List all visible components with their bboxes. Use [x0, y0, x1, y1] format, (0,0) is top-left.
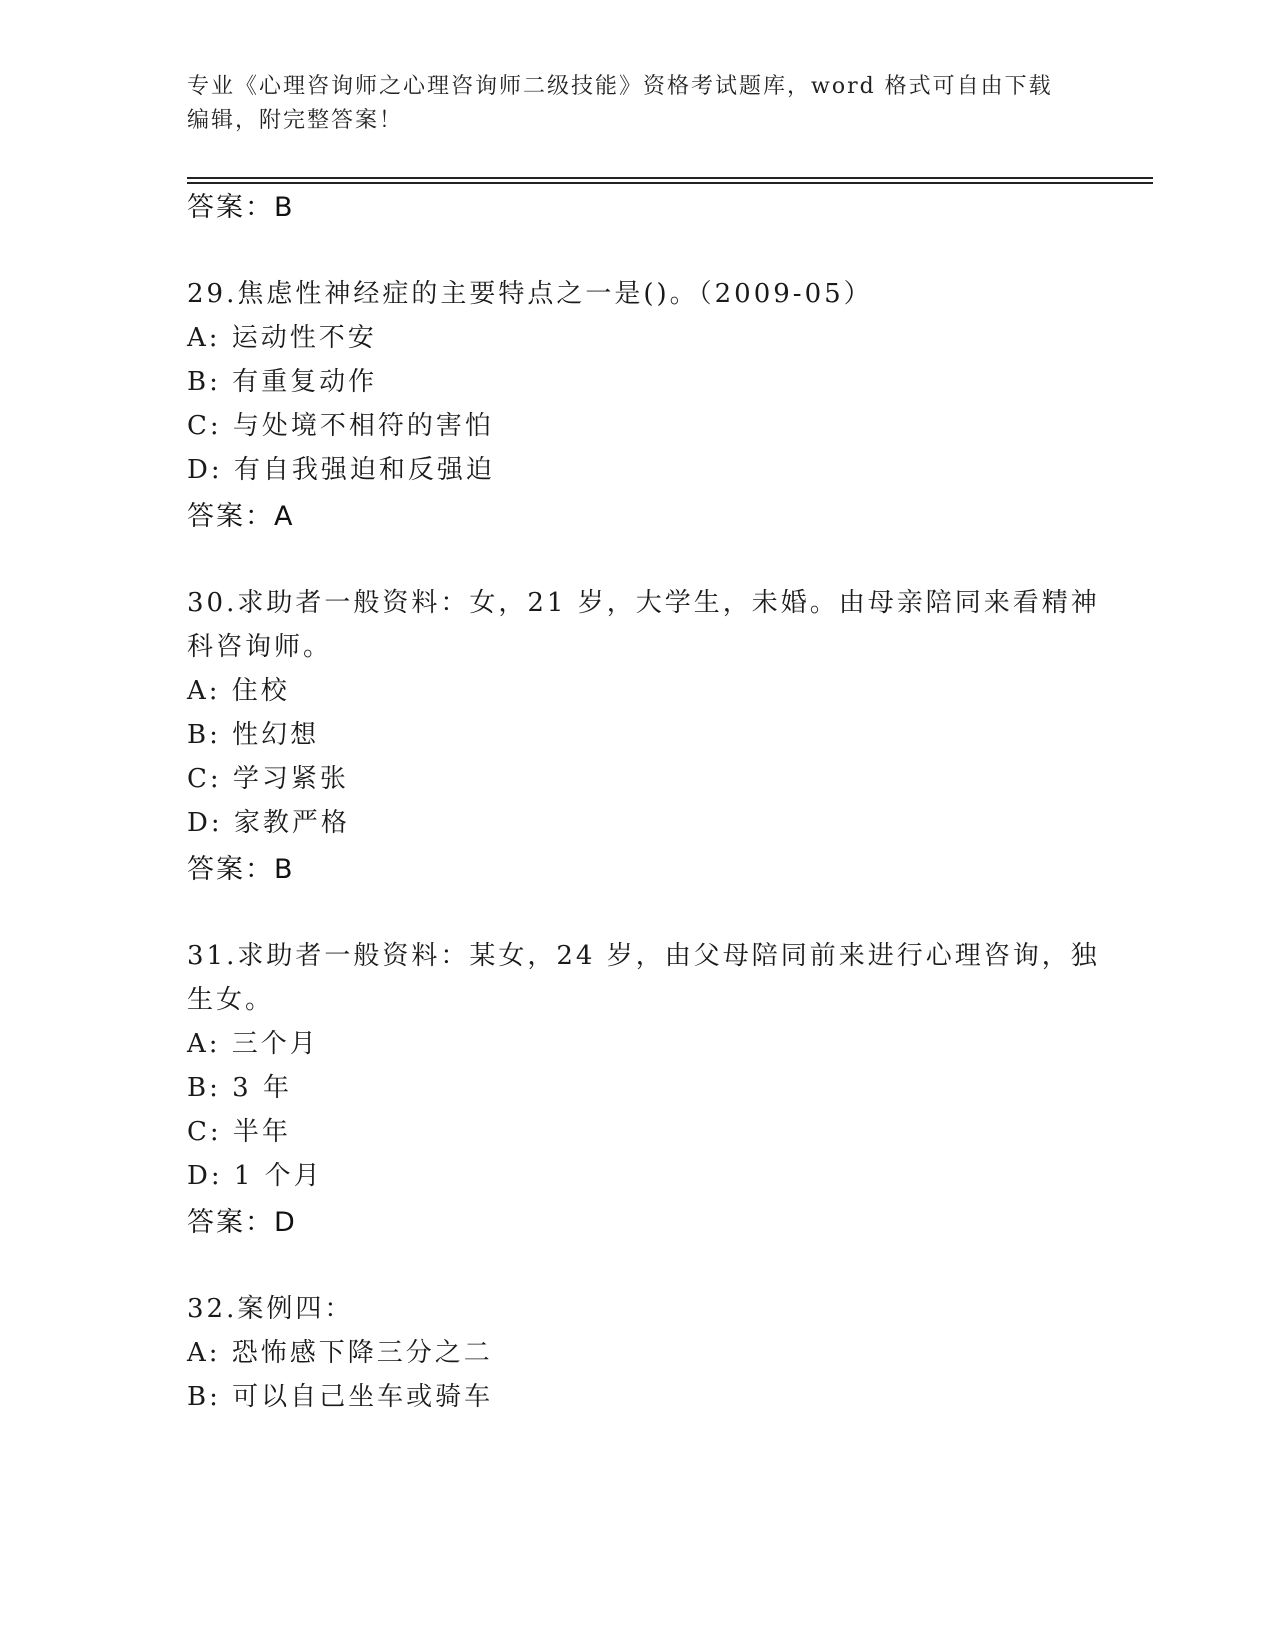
question-32-option-b: B: 可以自己坐车或骑车 [187, 1382, 494, 1412]
question-31-option-d: D: 1 个月 [187, 1161, 323, 1191]
header-rule-top [187, 177, 1153, 179]
question-30-stem-line-2: 科咨询师。 [187, 632, 333, 662]
question-30-answer: 答案：B [187, 854, 295, 885]
question-31-stem-line-1: 31.求助者一般资料：某女，24 岁，由父母陪同前来进行心理咨询，独 [187, 941, 1100, 971]
question-30-option-a: A: 住校 [187, 676, 290, 706]
question-29-option-a: A: 运动性不安 [187, 323, 377, 353]
question-30-option-b: B: 性幻想 [187, 720, 320, 750]
question-29-option-b: B: 有重复动作 [187, 367, 378, 397]
question-29-option-c: C: 与处境不相符的害怕 [187, 411, 494, 441]
question-31-stem-line-2: 生女。 [187, 985, 275, 1015]
question-31-answer: 答案：D [187, 1207, 297, 1238]
header-line-1: 专业《心理咨询师之心理咨询师二级技能》资格考试题库，word 格式可自由下载 [187, 74, 1053, 99]
question-31-option-c: C: 半年 [187, 1117, 291, 1147]
previous-answer: 答案：B [187, 192, 295, 223]
question-32-stem: 32.案例四： [187, 1294, 354, 1324]
question-31-option-b: B: 3 年 [187, 1073, 292, 1103]
header-line-2: 编辑，附完整答案！ [187, 108, 404, 133]
question-31-option-a: A: 三个月 [187, 1029, 319, 1059]
question-30-option-d: D: 家教严格 [187, 808, 350, 838]
question-29-option-d: D: 有自我强迫和反强迫 [187, 455, 495, 485]
question-29-stem: 29.焦虑性神经症的主要特点之一是()。（2009-05） [187, 279, 873, 309]
question-30-stem-line-1: 30.求助者一般资料：女，21 岁，大学生，未婚。由母亲陪同来看精神 [187, 588, 1100, 618]
question-30-option-c: C: 学习紧张 [187, 764, 349, 794]
header-rule-bottom [187, 182, 1153, 184]
page-header [187, 70, 1067, 138]
question-29-answer: 答案：A [187, 501, 295, 532]
question-32-option-a: A: 恐怖感下降三分之二 [187, 1338, 493, 1368]
